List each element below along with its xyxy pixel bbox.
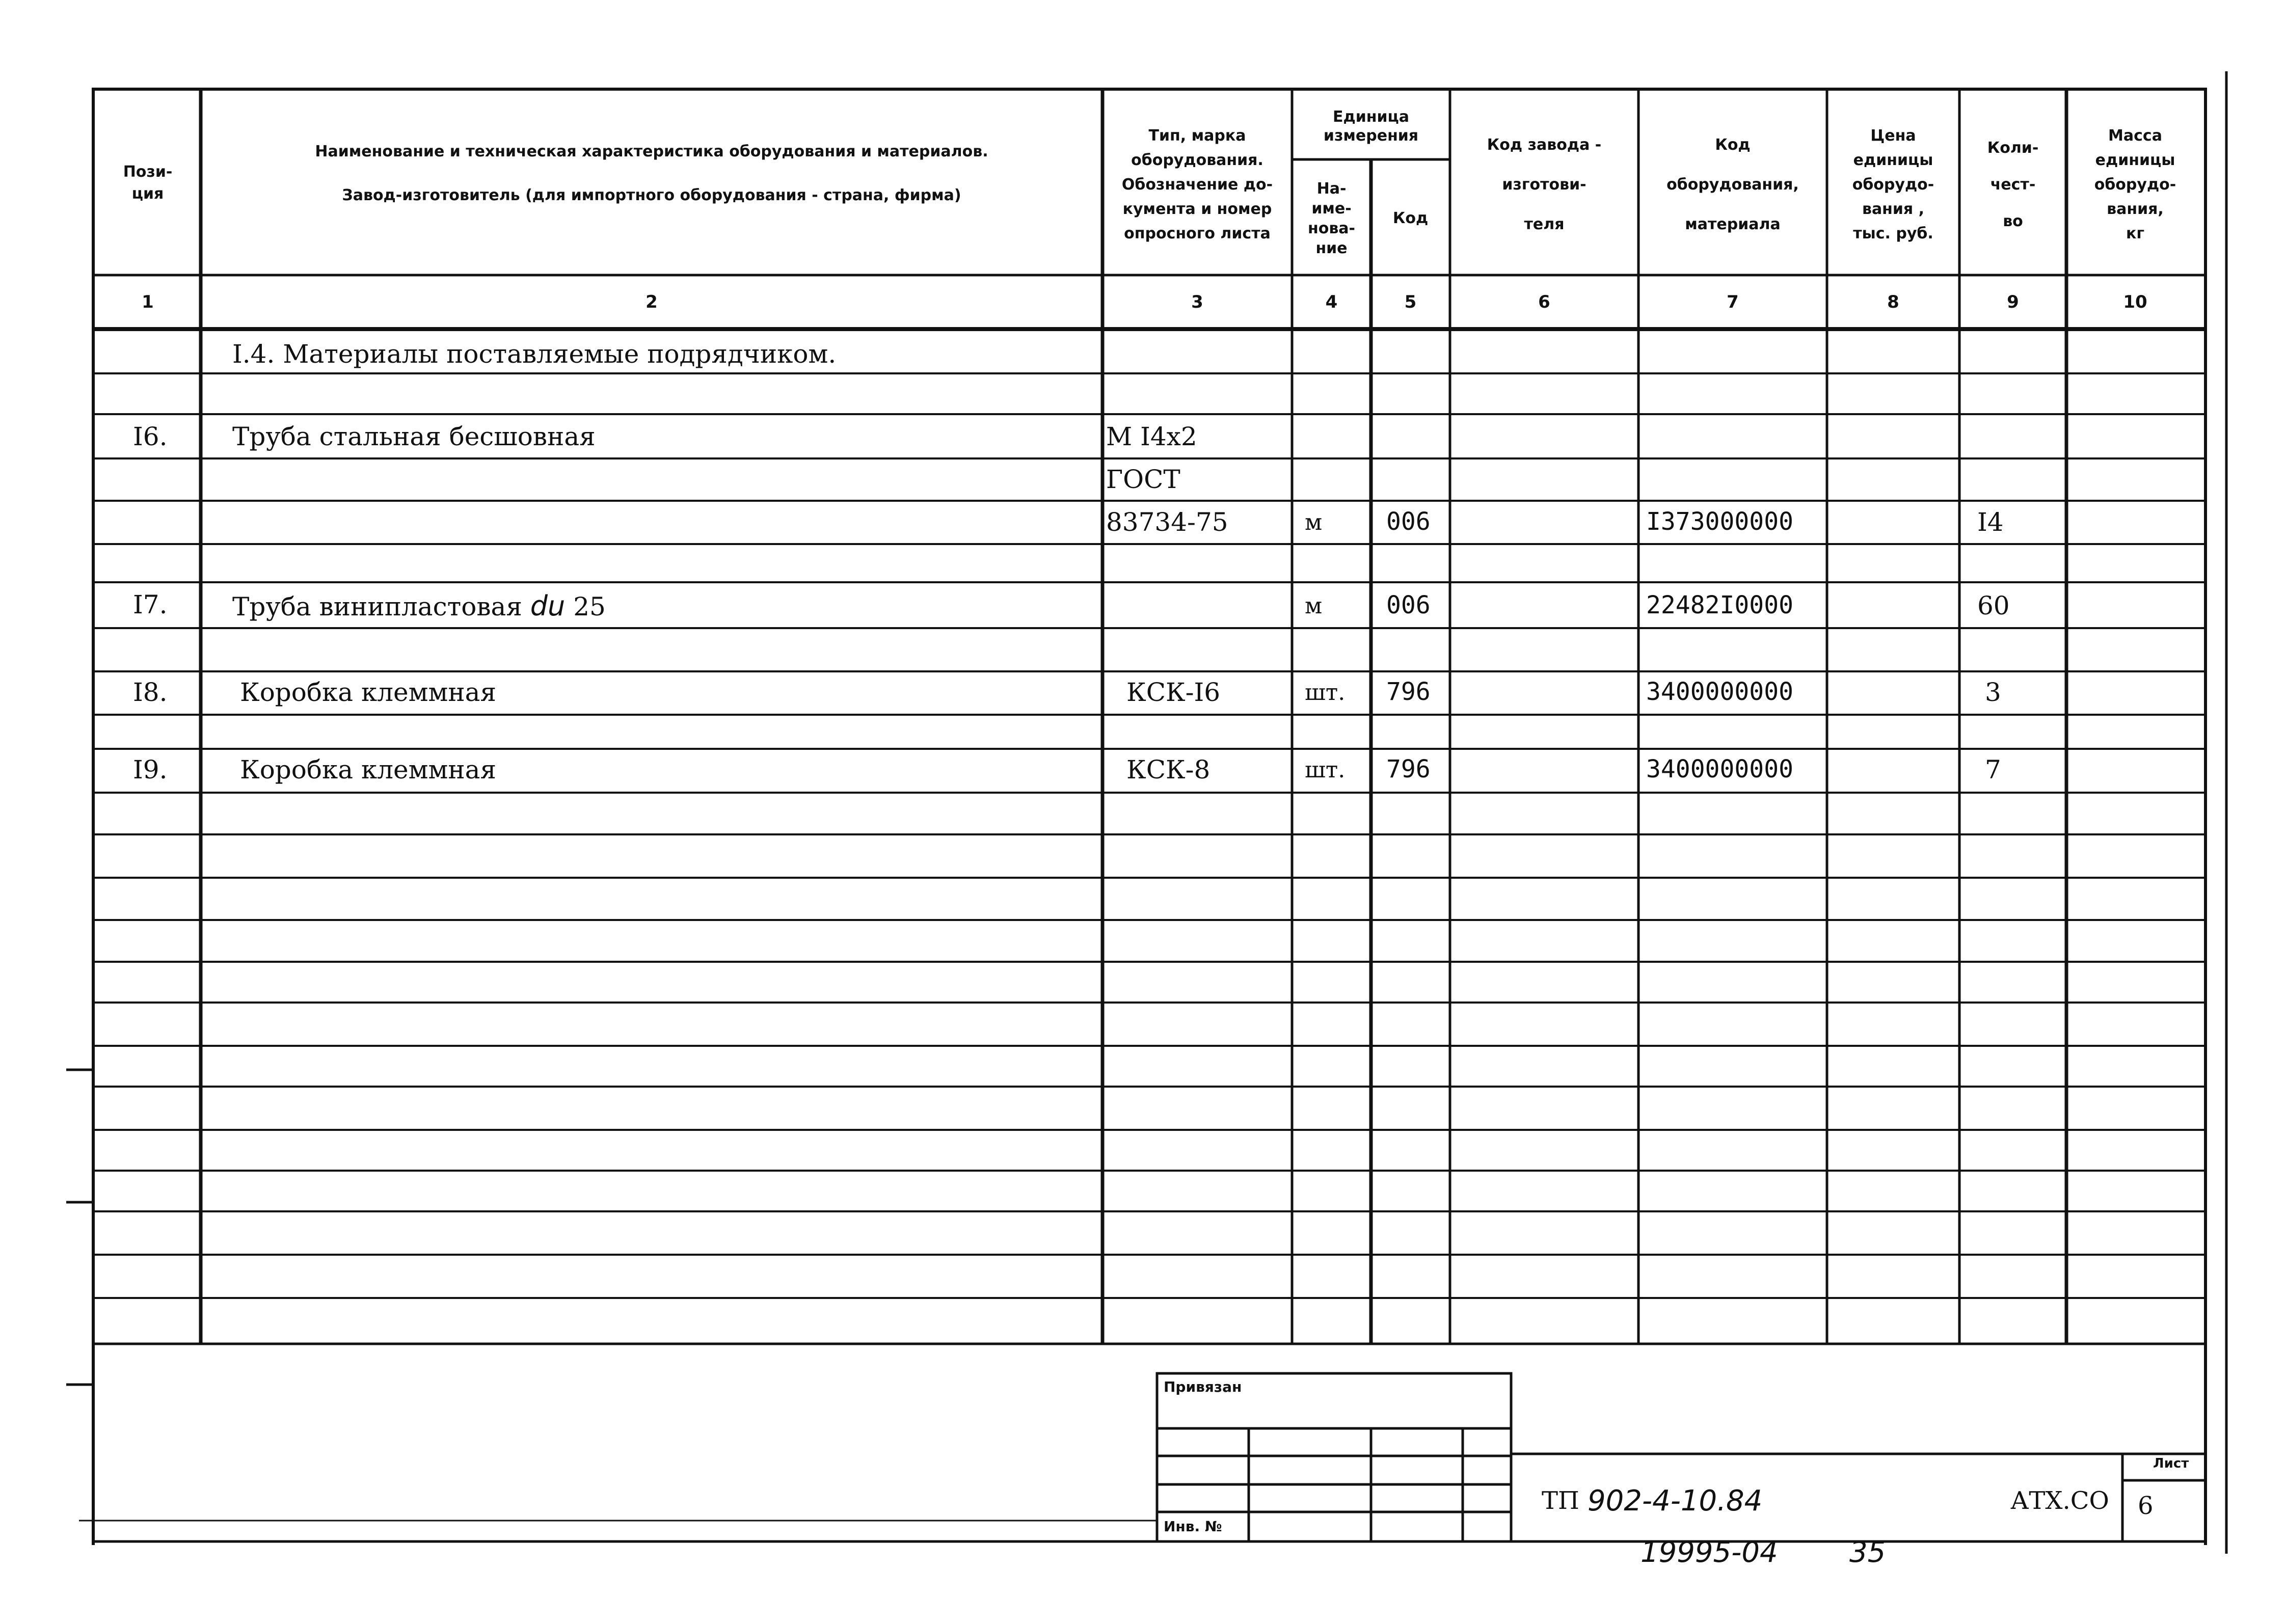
- column-number-6: 6: [1538, 292, 1550, 312]
- item18-unit-code: 796: [1386, 678, 1431, 706]
- item17-unit: м: [1305, 593, 1323, 619]
- title-block-privyazan: Привязан: [1164, 1378, 1242, 1395]
- header-unit-group: Единица измерения: [1323, 107, 1419, 145]
- footer-page-number: 35: [1849, 1536, 1886, 1569]
- item16-quantity: I4: [1977, 507, 2004, 537]
- header-material-code: Код оборудования, материала: [1666, 136, 1799, 233]
- item16-name: Труба стальная бесшовная: [232, 422, 596, 451]
- column-number-2: 2: [646, 292, 658, 312]
- item19-material-code: 3400000000: [1646, 755, 1793, 783]
- item17-diameter-mark: du: [530, 590, 566, 622]
- item16-type-line1: М I4х2: [1106, 422, 1197, 451]
- item18-position: I8.: [133, 678, 168, 707]
- item18-type: КСК-I6: [1126, 678, 1221, 707]
- column-number-9: 9: [2007, 292, 2019, 312]
- item17-unit-code: 006: [1386, 591, 1431, 619]
- item19-name: Коробка клеммная: [240, 755, 497, 784]
- item18-quantity: 3: [1985, 678, 2001, 707]
- item19-unit-code: 796: [1386, 755, 1431, 783]
- item17-name-text: Труба винипластовая: [232, 592, 522, 621]
- item18-unit: шт.: [1305, 680, 1346, 706]
- column-number-8: 8: [1887, 292, 1899, 312]
- item16-material-code: I373000000: [1646, 507, 1793, 536]
- column-number-7: 7: [1727, 292, 1739, 312]
- header-type: Тип, марка оборудования. Обозначение до- кумента и номер опросного листа: [1121, 127, 1273, 242]
- item17-diameter-value: 25: [573, 592, 606, 621]
- title-block-doc-prefix: ТП: [1542, 1486, 1579, 1515]
- column-number-10: 10: [2123, 292, 2147, 312]
- title-block-doc-number: 902-4-10.84: [1588, 1484, 1763, 1518]
- item16-type-line3: 83734-75: [1106, 507, 1228, 537]
- header-name-line2: Завод-изготовитель (для импортного оборудования - страна, фирма): [342, 186, 961, 205]
- title-block-doc-code: АТХ.СО: [2010, 1486, 2109, 1515]
- item16-unit: м: [1305, 509, 1323, 535]
- footer-order-number: 19995-04: [1640, 1536, 1778, 1569]
- column-number-3: 3: [1191, 292, 1203, 312]
- item18-name: Коробка клеммная: [240, 678, 497, 707]
- column-number-4: 4: [1325, 292, 1338, 312]
- item19-type: КСК-8: [1126, 755, 1211, 784]
- header-mass: Масса единицы оборудо- вания, кг: [2094, 127, 2176, 242]
- header-price: Цена единицы оборудо- вания , тыс. руб.: [1852, 127, 1934, 242]
- header-unit-name: На- име- нова- ние: [1307, 180, 1356, 257]
- section-title: I.4. Материалы поставляемые подрядчиком.: [232, 339, 837, 369]
- column-number-1: 1: [142, 292, 154, 312]
- title-block-sheet-label: Лист: [2153, 1456, 2189, 1471]
- item16-type-line2: ГОСТ: [1106, 465, 1180, 494]
- item17-position: I7.: [133, 590, 168, 619]
- item16-position: I6.: [133, 422, 168, 451]
- item19-quantity: 7: [1985, 755, 2001, 784]
- item17-material-code: 22482I0000: [1646, 591, 1793, 619]
- title-block-inventory: Инв. №: [1164, 1518, 1222, 1535]
- item19-unit: шт.: [1305, 757, 1346, 783]
- title-block-sheet-number: 6: [2138, 1492, 2154, 1520]
- header-manufacturer-code: Код завода - изготови- теля: [1487, 136, 1602, 233]
- header-name-line1: Наименование и техническая характеристика оборудования и материалов.: [315, 143, 988, 161]
- header-position: Пози- ция: [123, 163, 173, 203]
- column-number-5: 5: [1404, 292, 1417, 312]
- item19-position: I9.: [133, 755, 168, 784]
- item17-quantity: 60: [1977, 591, 2010, 620]
- header-quantity: Коли- чест- во: [1987, 139, 2039, 230]
- header-unit-code: Код: [1392, 209, 1429, 228]
- item16-unit-code: 006: [1386, 507, 1431, 536]
- item18-material-code: 3400000000: [1646, 678, 1793, 706]
